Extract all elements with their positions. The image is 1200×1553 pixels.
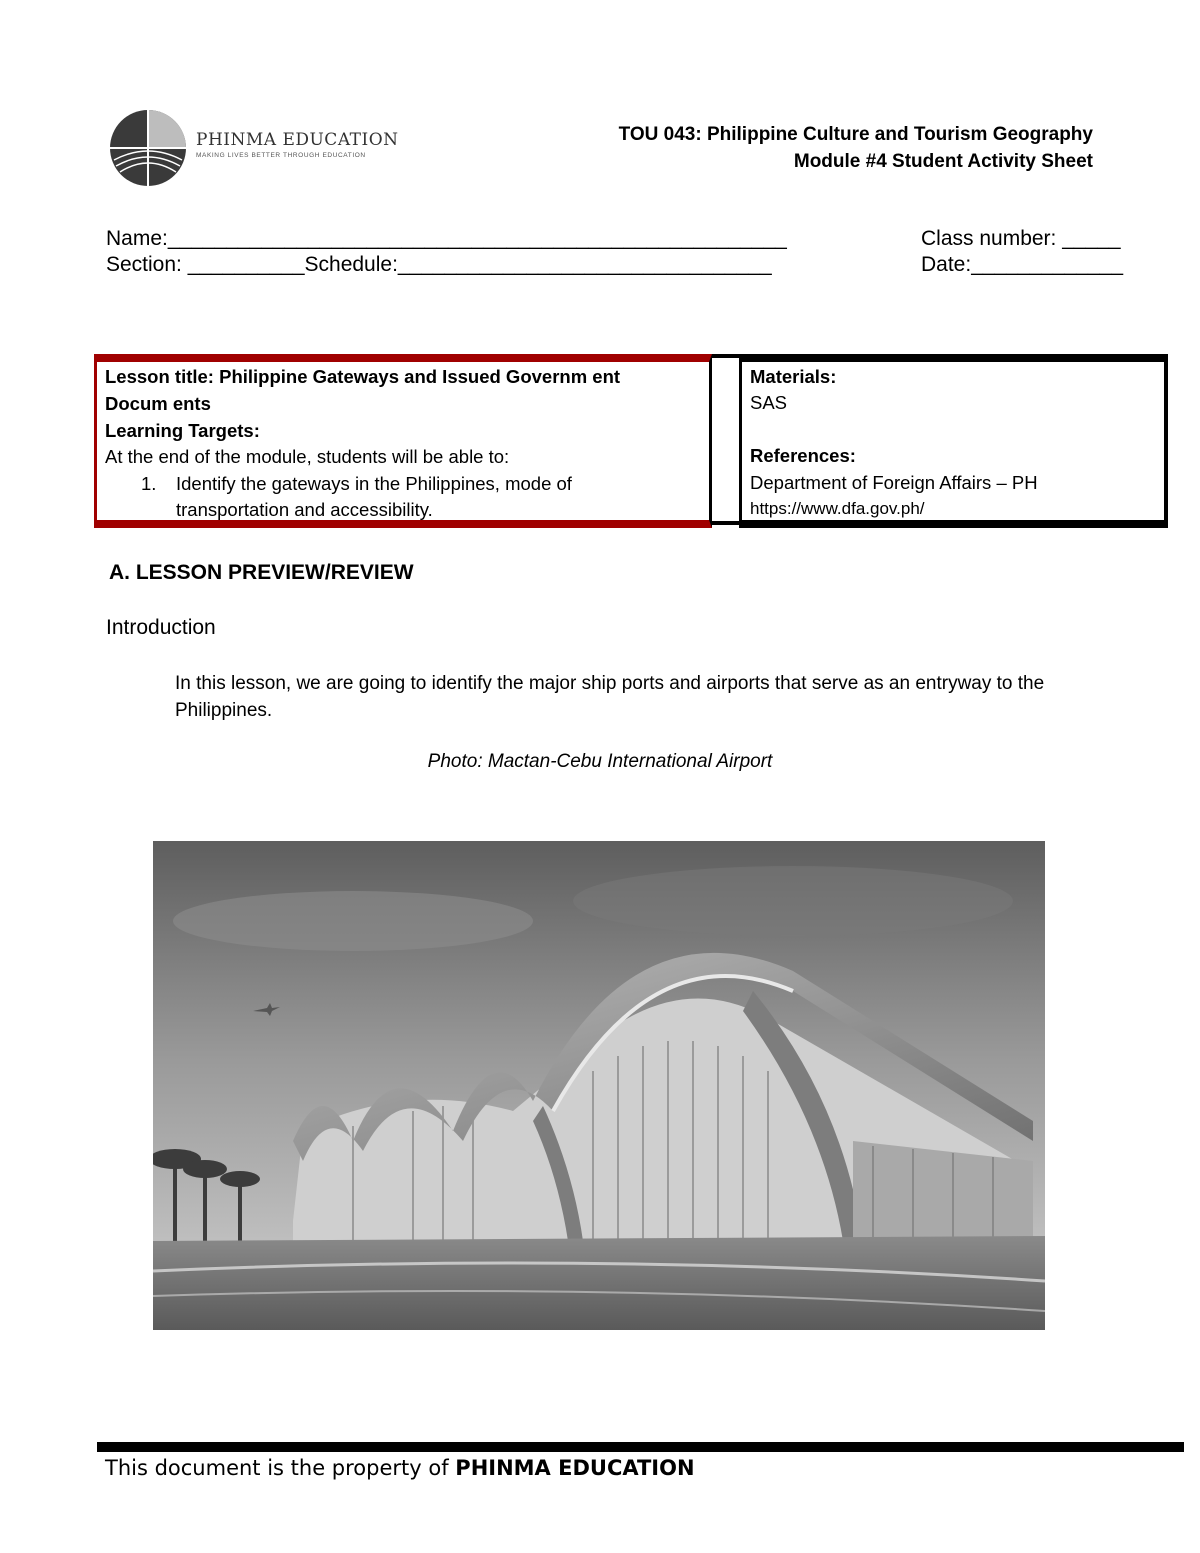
logo-name: PHINMA EDUCATION: [196, 130, 399, 150]
airport-terminal-image: [153, 841, 1045, 1330]
box-divider-top: [712, 354, 739, 358]
name-field: Name:_____________________________________________________: [106, 227, 787, 250]
footer-prefix: This document is the property of: [105, 1456, 456, 1480]
section-heading: A. LESSON PREVIEW/REVIEW: [109, 561, 414, 584]
module-title: Module #4 Student Activity Sheet: [793, 151, 1093, 172]
materials-value: SAS: [750, 392, 788, 413]
learning-targets-label: Learning Targets:: [105, 420, 260, 441]
lesson-title-line2: Docum ents: [105, 393, 211, 414]
reference-url[interactable]: https://www.dfa.gov.ph/: [750, 499, 925, 518]
footer-text: [105, 1456, 695, 1480]
target-line2: transportation and accessibility.: [176, 499, 433, 520]
airport-photo: [153, 841, 1045, 1330]
materials-label: Materials:: [750, 366, 837, 387]
target-number: 1.: [141, 473, 157, 494]
photo-caption: Photo: Mactan-Cebu International Airport: [427, 751, 773, 772]
class-number-field: Class number: _____: [921, 227, 1121, 250]
section-schedule-field: Section: __________Schedule:________________________________: [106, 253, 772, 276]
intro-paragraph: In this lesson, we are going to identify the major ship ports and airports that serve as an entryway to the Philippines.: [175, 673, 1045, 721]
logo-emblem-icon: [108, 108, 188, 188]
reference-dfa: Department of Foreign Affairs – PH: [750, 472, 1038, 493]
footer-brand: PHINMA EDUCATION: [455, 1456, 695, 1480]
references-label: References:: [750, 445, 856, 466]
footer-rule: [97, 1442, 1184, 1452]
box-divider-bottom: [712, 521, 739, 525]
phinma-logo: [108, 108, 399, 188]
course-title: TOU 043: Philippine Culture and Tourism Geography: [618, 124, 1093, 145]
logo-tagline: MAKING LIVES BETTER THROUGH EDUCATION: [196, 152, 366, 159]
date-field: Date:_____________: [921, 253, 1124, 276]
intro-subheading: Introduction: [106, 616, 216, 639]
lesson-title-line1: Lesson title: Philippine Gateways and Issued Governm ent: [105, 366, 621, 387]
learning-targets-intro: At the end of the module, students will be able to:: [105, 446, 510, 467]
target-line1: Identify the gateways in the Philippines, mode of: [176, 473, 572, 494]
